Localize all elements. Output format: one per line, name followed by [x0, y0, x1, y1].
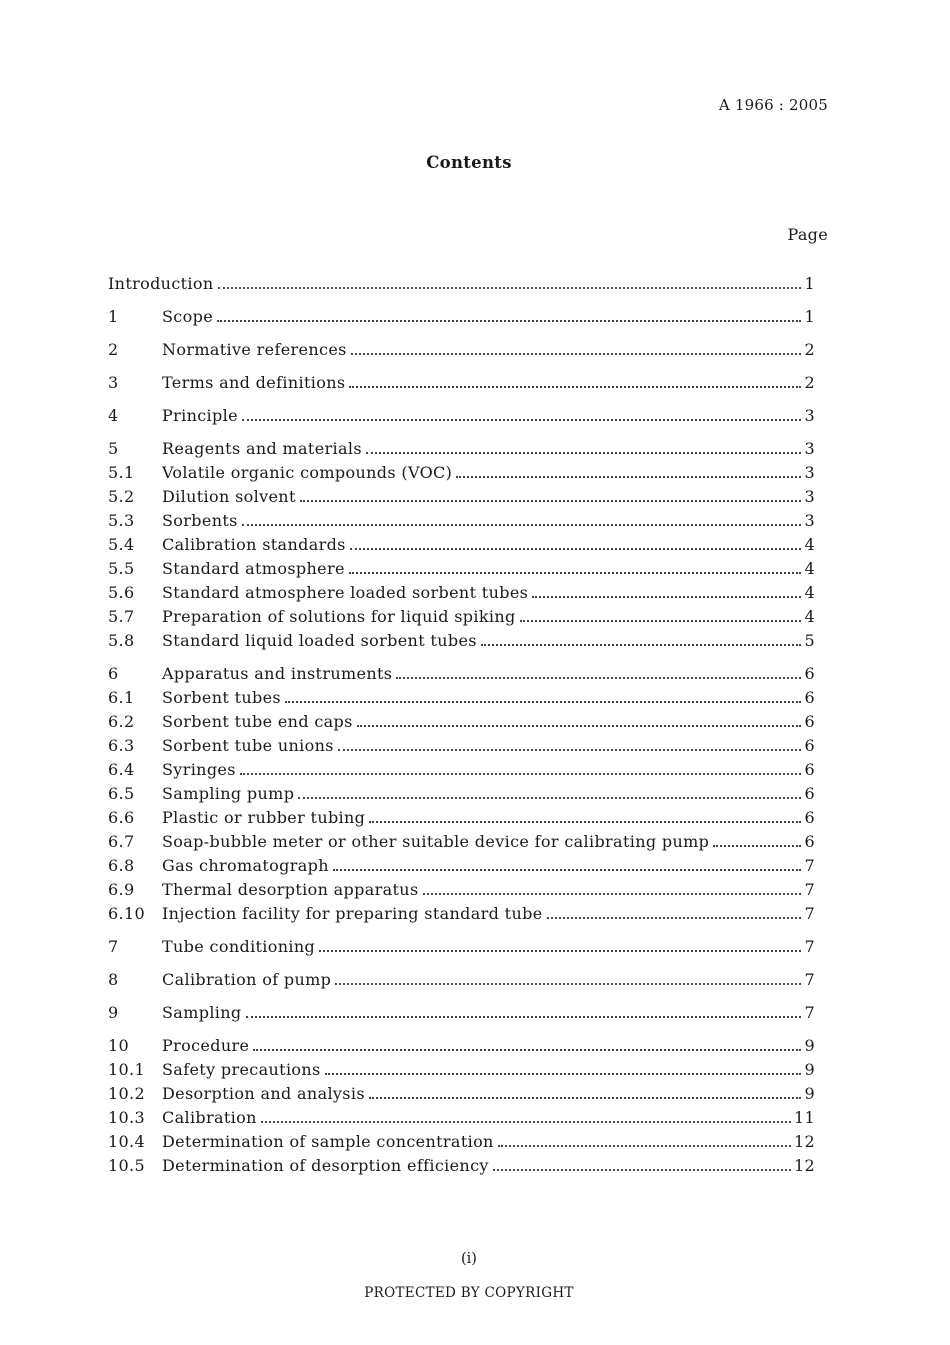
toc-entry-title: Volatile organic compounds (VOC) — [162, 463, 453, 482]
toc-entry-page: 7 — [804, 1003, 815, 1022]
toc-entry-title: Soap-bubble meter or other suitable device for calibrating pump — [162, 832, 710, 851]
toc-entry-number: 5.6 — [108, 583, 135, 602]
dot-leader — [493, 1169, 791, 1171]
toc-entry[interactable] — [108, 1001, 815, 1025]
toc-entry-title: Sorbent tubes — [162, 688, 281, 707]
toc-entry-title: Principle — [162, 406, 238, 425]
page-column-label: Page — [787, 225, 828, 244]
toc-entry[interactable] — [108, 686, 815, 710]
toc-entry-page: 3 — [804, 511, 815, 530]
dot-leader — [350, 548, 802, 550]
toc-entry-title: Normative references — [162, 340, 347, 359]
toc-entry[interactable] — [108, 935, 815, 959]
toc-entry-page: 7 — [804, 904, 815, 923]
toc-entry-title: Reagents and materials — [162, 439, 362, 458]
dot-leader — [261, 1121, 791, 1123]
dot-leader — [349, 572, 802, 574]
toc-entry[interactable] — [108, 758, 815, 782]
toc-entry-number: 6.1 — [108, 688, 135, 707]
toc-entry-page: 6 — [804, 688, 815, 707]
toc-entry-number: 9 — [108, 1003, 119, 1022]
toc-entry[interactable] — [108, 581, 815, 605]
toc-entry-number: 6.10 — [108, 904, 146, 923]
dot-leader — [423, 893, 802, 895]
toc-entry-title: Standard liquid loaded sorbent tubes — [162, 631, 477, 650]
toc-entry-title: Calibration — [162, 1108, 257, 1127]
toc-entry[interactable] — [108, 533, 815, 557]
toc-entry-number: 5.3 — [108, 511, 135, 530]
dot-leader — [520, 620, 802, 622]
dot-leader — [713, 845, 801, 847]
toc-entry-page: 1 — [804, 274, 815, 293]
toc-entry-number: 10 — [108, 1036, 130, 1055]
toc-entry-page: 12 — [793, 1132, 815, 1151]
toc-entry-title: Sampling — [162, 1003, 242, 1022]
toc-entry-page: 6 — [804, 784, 815, 803]
dot-leader — [498, 1145, 791, 1147]
toc-entry[interactable] — [108, 1106, 815, 1130]
toc-entry[interactable] — [108, 806, 815, 830]
toc-entry[interactable] — [108, 272, 815, 296]
toc-entry-number: 6.6 — [108, 808, 135, 827]
toc-entry-title: Apparatus and instruments — [162, 664, 393, 683]
toc-entry[interactable] — [108, 437, 815, 461]
toc-entry-page: 6 — [804, 760, 815, 779]
toc-entry[interactable] — [108, 404, 815, 428]
toc-entry-number: 8 — [108, 970, 119, 989]
toc-entry-page: 6 — [804, 808, 815, 827]
toc-entry-title: Determination of desorption efficiency — [162, 1156, 489, 1175]
dot-leader — [242, 524, 802, 526]
toc-entry[interactable] — [108, 830, 815, 854]
toc-entry-title: Scope — [162, 307, 214, 326]
toc-entry-title: Sorbent tube unions — [162, 736, 334, 755]
toc-entry-number: 5 — [108, 439, 119, 458]
document-id: A 1966 : 2005 — [718, 96, 828, 114]
dot-leader — [532, 596, 801, 598]
toc-entry[interactable] — [108, 557, 815, 581]
toc-entry-number: 5.1 — [108, 463, 135, 482]
dot-leader — [240, 773, 802, 775]
toc-entry-page: 3 — [804, 406, 815, 425]
toc-entry[interactable] — [108, 1154, 815, 1178]
dot-leader — [366, 452, 802, 454]
toc-entry-title: Sampling pump — [162, 784, 295, 803]
toc-entry[interactable] — [108, 854, 815, 878]
toc-entry[interactable] — [108, 710, 815, 734]
toc-entry-number: 4 — [108, 406, 119, 425]
toc-entry-number: 2 — [108, 340, 119, 359]
toc-entry[interactable] — [108, 605, 815, 629]
dot-leader — [351, 353, 802, 355]
dot-leader — [349, 386, 801, 388]
toc-entry[interactable] — [108, 902, 815, 926]
page-folio: (i) — [461, 1251, 477, 1267]
toc-entry[interactable] — [108, 662, 815, 686]
toc-entry-title: Syringes — [162, 760, 236, 779]
toc-entry[interactable] — [108, 1058, 815, 1082]
toc-entry-number: 10.5 — [108, 1156, 146, 1175]
toc-entry-number: 6.3 — [108, 736, 135, 755]
toc-entry-title: Procedure — [162, 1036, 250, 1055]
toc-entry[interactable] — [108, 305, 815, 329]
toc-entry[interactable] — [108, 629, 815, 653]
toc-entry-number: 10.4 — [108, 1132, 146, 1151]
dot-leader — [253, 1049, 801, 1051]
toc-entry-number: 6.4 — [108, 760, 135, 779]
toc-entry-page: 7 — [804, 880, 815, 899]
dot-leader — [456, 476, 801, 478]
toc-entry-page: 6 — [804, 664, 815, 683]
toc-entry-number: 1 — [108, 307, 119, 326]
dot-leader — [246, 1016, 802, 1018]
toc-entry[interactable] — [108, 1082, 815, 1106]
toc-entry[interactable] — [108, 461, 815, 485]
toc-entry-page: 7 — [804, 856, 815, 875]
dot-leader — [242, 419, 802, 421]
dot-leader — [325, 1073, 802, 1075]
toc-entry-number: 7 — [108, 937, 119, 956]
toc-entry[interactable] — [108, 371, 815, 395]
toc-entry-page: 9 — [804, 1060, 815, 1079]
toc-entry-number: 6.2 — [108, 712, 135, 731]
toc-entry-page: 7 — [804, 970, 815, 989]
dot-leader — [218, 287, 802, 289]
toc-entry[interactable] — [108, 485, 815, 509]
toc-entry-page: 6 — [804, 736, 815, 755]
toc-entry-number: 10.3 — [108, 1108, 146, 1127]
toc-entry[interactable] — [108, 782, 815, 806]
page-title: Contents — [426, 153, 512, 172]
dot-leader — [285, 701, 801, 703]
toc-entry-page: 3 — [804, 487, 815, 506]
toc-entry-number: 5.4 — [108, 535, 135, 554]
toc-entry-number: 6.8 — [108, 856, 135, 875]
dot-leader — [335, 983, 801, 985]
toc-entry-page: 4 — [804, 559, 815, 578]
toc-entry-title: Introduction — [108, 274, 214, 293]
toc-entry-number: 6.7 — [108, 832, 135, 851]
toc-entry-title: Desorption and analysis — [162, 1084, 365, 1103]
toc-entry[interactable] — [108, 878, 815, 902]
dot-leader — [319, 950, 801, 952]
toc-entry-title: Thermal desorption apparatus — [162, 880, 419, 899]
toc-entry-page: 3 — [804, 439, 815, 458]
copyright-notice: PROTECTED BY COPYRIGHT — [364, 1285, 574, 1301]
toc-entry-number: 6 — [108, 664, 119, 683]
toc-entry-page: 2 — [804, 340, 815, 359]
toc-entry-title: Determination of sample concentration — [162, 1132, 494, 1151]
toc-entry-title: Tube conditioning — [162, 937, 316, 956]
toc-entry-number: 5.2 — [108, 487, 135, 506]
toc-entry-title: Sorbents — [162, 511, 238, 530]
toc-entry-title: Calibration standards — [162, 535, 346, 554]
toc-entry-page: 9 — [804, 1036, 815, 1055]
dot-leader — [298, 797, 801, 799]
dot-leader — [369, 1097, 802, 1099]
dot-leader — [369, 821, 801, 823]
toc-entry-page: 4 — [804, 583, 815, 602]
toc-entry-title: Standard atmosphere — [162, 559, 345, 578]
toc-entry-title: Gas chromatograph — [162, 856, 329, 875]
toc-entry-page: 12 — [793, 1156, 815, 1175]
toc-entry[interactable] — [108, 1130, 815, 1154]
dot-leader — [357, 725, 802, 727]
toc-entry-number: 5.7 — [108, 607, 135, 626]
toc-entry[interactable] — [108, 1034, 815, 1058]
table-of-contents — [108, 272, 815, 1178]
toc-entry[interactable] — [108, 968, 815, 992]
dot-leader — [338, 749, 802, 751]
toc-entry-title: Sorbent tube end caps — [162, 712, 353, 731]
toc-entry[interactable] — [108, 734, 815, 758]
dot-leader — [333, 869, 802, 871]
toc-entry-title: Calibration of pump — [162, 970, 332, 989]
toc-entry-page: 9 — [804, 1084, 815, 1103]
toc-entry[interactable] — [108, 509, 815, 533]
toc-entry-title: Preparation of solutions for liquid spiking — [162, 607, 516, 626]
toc-entry-number: 3 — [108, 373, 119, 392]
toc-entry-title: Standard atmosphere loaded sorbent tubes — [162, 583, 529, 602]
toc-entry-number: 5.5 — [108, 559, 135, 578]
toc-entry-page: 5 — [804, 631, 815, 650]
toc-entry-number: 10.2 — [108, 1084, 146, 1103]
toc-entry-number: 10.1 — [108, 1060, 146, 1079]
toc-entry-page: 2 — [804, 373, 815, 392]
dot-leader — [481, 644, 802, 646]
dot-leader — [300, 500, 802, 502]
toc-entry-number: 6.5 — [108, 784, 135, 803]
dot-leader — [396, 677, 801, 679]
toc-entry-page: 4 — [804, 535, 815, 554]
toc-entry-page: 1 — [804, 307, 815, 326]
dot-leader — [547, 917, 802, 919]
toc-entry[interactable] — [108, 338, 815, 362]
toc-entry-page: 6 — [804, 832, 815, 851]
toc-entry-page: 4 — [804, 607, 815, 626]
toc-entry-page: 11 — [793, 1108, 815, 1127]
dot-leader — [217, 320, 801, 322]
toc-entry-title: Terms and definitions — [162, 373, 346, 392]
toc-entry-title: Plastic or rubber tubing — [162, 808, 366, 827]
toc-entry-page: 3 — [804, 463, 815, 482]
toc-entry-number: 5.8 — [108, 631, 135, 650]
toc-entry-title: Dilution solvent — [162, 487, 296, 506]
toc-entry-page: 6 — [804, 712, 815, 731]
toc-entry-number: 6.9 — [108, 880, 135, 899]
toc-entry-page: 7 — [804, 937, 815, 956]
toc-entry-title: Injection facility for preparing standard tube — [162, 904, 543, 923]
toc-entry-title: Safety precautions — [162, 1060, 321, 1079]
